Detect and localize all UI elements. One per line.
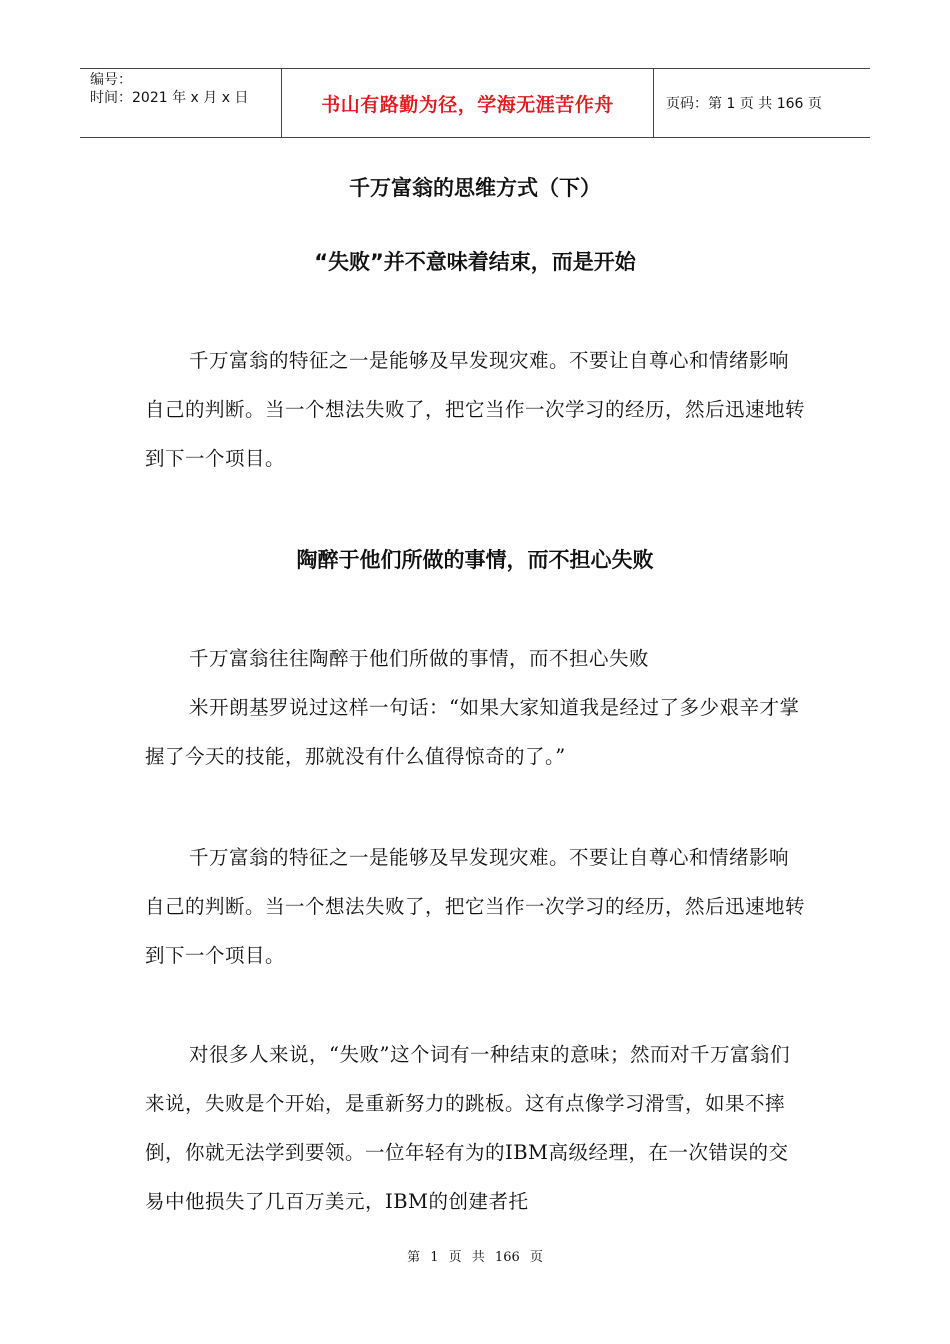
header-number-label: 编号： xyxy=(90,72,132,88)
header-meta-cell xyxy=(80,69,282,137)
paragraph: 千万富翁的特征之一是能够及早发现灾难。不要让自尊心和情绪影响自己的判断。当一个想法失败了，把它当作一次学习的经历，然后迅速地转到下一个项目。 xyxy=(145,349,806,470)
paragraph: 对很多人来说，“失败”这个词有一种结束的意味；然而对千万富翁们来说，失败是个开始，是重新努力的跳板。这有点像学习滑雪，如果不摔倒，你就无法学到要领。一位年轻有为的IBM高级经理，在一次错误的交易中他损失了几百万美元，IBM的创建者托 xyxy=(145,1043,790,1213)
paragraph: 千万富翁的特征之一是能够及早发现灾难。不要让自尊心和情绪影响自己的判断。当一个想法失败了，把它当作一次学习的经历，然后迅速地转到下一个项目。 xyxy=(145,846,806,967)
header-page-info: 页码：第 1 页 共 166 页 xyxy=(666,96,822,112)
header-motto: 书山有路勤为径，学海无涯苦作舟 xyxy=(282,69,654,137)
section-heading-failure: “失败”并不意味着结束，而是开始 xyxy=(314,250,636,274)
page-title: 千万富翁的思维方式（下） xyxy=(349,176,601,200)
section-heading-passion: 陶醉于他们所做的事情，而不担心失败 xyxy=(296,548,654,572)
paragraph: 千万富翁往往陶醉于他们所做的事情，而不担心失败 xyxy=(189,647,650,670)
page-footer: 第 1 页 共 166 页 xyxy=(407,1250,543,1265)
paragraph-quote: 米开朗基罗说过这样一句话：“如果大家知道我是经过了多少艰辛才掌握了今天的技能，那就没有什么值得惊奇的了。” xyxy=(145,696,800,768)
header-time-label: 时间：2021 年 x 月 x 日 xyxy=(90,90,249,106)
document-header xyxy=(80,68,870,138)
